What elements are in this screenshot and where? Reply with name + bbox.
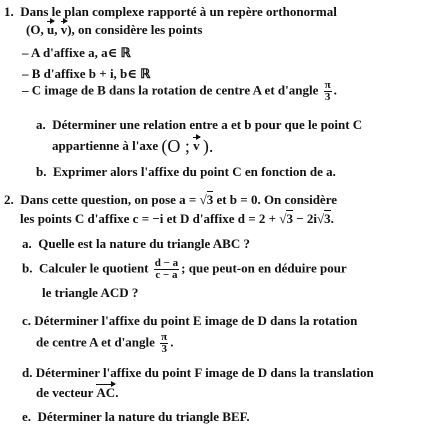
- q2-line2-end: .: [330, 211, 334, 226]
- q1-part-a-line2: [52, 138, 213, 154]
- q1-part-a-text2: appartienne à l'axe: [52, 138, 159, 153]
- q2-line1-end: et b = 0. On considère: [216, 192, 338, 207]
- q1-item-a: – A d'affixe a, a∈ ℝ: [22, 45, 131, 60]
- q1-intro-line: [4, 4, 337, 19]
- q2-part-d-end: .: [115, 385, 119, 400]
- q2-part-c-line2: [36, 332, 173, 355]
- q1-axis-open: (O ;: [161, 136, 190, 156]
- q2-part-b-line1: [22, 258, 347, 281]
- q1-axis-vector-v: v: [193, 138, 200, 153]
- q2-part-d-text: Déterminer l'affixe du point F image de D dans la translation: [35, 365, 374, 380]
- q2-part-e: [22, 409, 250, 424]
- q1-item-c-text: – C image de B dans la rotation de centre A et d'angle: [22, 82, 319, 98]
- q2-part-a-text: Quelle est la nature du triangle ABC ?: [38, 236, 250, 251]
- q1-part-b-text: Exprimer alors l'affixe du point C en fonction de a.: [52, 164, 336, 179]
- q1-item-b: – B d'affixe b + i, b∈ ℝ: [22, 66, 151, 81]
- q2-part-e-text: Déterminer la nature du triangle BEF.: [37, 409, 250, 424]
- q1-intro: Dans le plan complexe rapporté à un repère orthonormal: [20, 4, 337, 19]
- q2-line1-sqrt: 3: [206, 192, 214, 207]
- q2-quotient-numerator: d − a: [154, 257, 179, 269]
- q2-part-b-label: b.: [22, 260, 33, 276]
- q2-part-c-line1: [22, 313, 357, 328]
- q2-part-c-label: c.: [22, 313, 32, 328]
- q2-line2-sqrt1: 3: [286, 211, 293, 226]
- q2-number: 2.: [4, 192, 14, 207]
- q2-part-b-text: Calculer le quotient: [38, 260, 149, 276]
- q2-line2-text: les points C d'affixe c = −i et D d'affixe d = 2 +: [20, 211, 277, 226]
- sqrt-sign: √: [199, 192, 207, 207]
- q2-part-b-text2: ; que peut-on en déduire pour: [181, 260, 347, 276]
- q1-angle-numerator: π: [324, 79, 331, 91]
- q2-part-d-text2: de vecteur: [36, 385, 94, 400]
- q2-part-c-text: Déterminer l'affixe du point E image de D dans la rotation: [34, 313, 358, 328]
- q2-line2: [20, 211, 334, 226]
- q2-line1: [4, 192, 337, 207]
- q1-angle-fraction: [324, 80, 332, 103]
- q2-angle-fraction: [160, 332, 168, 355]
- q1-part-a-text: Déterminer une relation entre a et b pour que le point C: [52, 117, 363, 132]
- q2-part-a: [22, 236, 250, 251]
- q2-quotient-fraction: [154, 258, 179, 281]
- q2-part-d-line1: [22, 365, 374, 380]
- q1-vector-v: v: [60, 22, 68, 37]
- q1-part-b-label: b.: [36, 164, 47, 179]
- q1-item-c: [22, 80, 337, 103]
- q2-part-d-label: d.: [22, 365, 33, 380]
- q1-part-b: [36, 164, 336, 179]
- q2-vector-ac: AC: [96, 385, 116, 400]
- q2-part-c-end: .: [170, 334, 174, 350]
- q2-angle-denominator: 3: [161, 343, 167, 355]
- q2-part-c-text2: de centre A et d'angle: [36, 334, 155, 350]
- q2-line2-mid: − 2i: [296, 211, 317, 226]
- q2-line1-text: Dans cette question, on pose a =: [20, 192, 197, 207]
- q1-part-a-line1: [36, 117, 362, 132]
- q2-part-a-label: a.: [22, 236, 32, 251]
- q1-frame-close: ), on considère les points: [67, 22, 203, 37]
- q1-frame-line: (O, u, v), on considère les points: [26, 22, 203, 37]
- q1-axis-close: ).: [202, 136, 214, 156]
- q1-number: 1.: [4, 4, 14, 19]
- sqrt-sign: √: [279, 211, 287, 226]
- q2-part-b-line2: le triangle ACD ?: [42, 285, 139, 300]
- q2-quotient-denominator: c − a: [155, 269, 178, 281]
- q1-frame-open: (O,: [26, 22, 44, 37]
- q1-vector-u: u: [46, 22, 55, 37]
- q2-line2-sqrt2: 3: [324, 211, 331, 226]
- q2-angle-numerator: π: [161, 331, 168, 343]
- q1-angle-denominator: 3: [324, 91, 331, 103]
- q1-part-a-label: a.: [36, 117, 46, 132]
- q2-part-d-line2: [36, 385, 118, 400]
- q2-part-e-label: e.: [22, 409, 32, 424]
- q1-item-c-period: .: [333, 82, 337, 98]
- sqrt-sign: √: [316, 211, 325, 226]
